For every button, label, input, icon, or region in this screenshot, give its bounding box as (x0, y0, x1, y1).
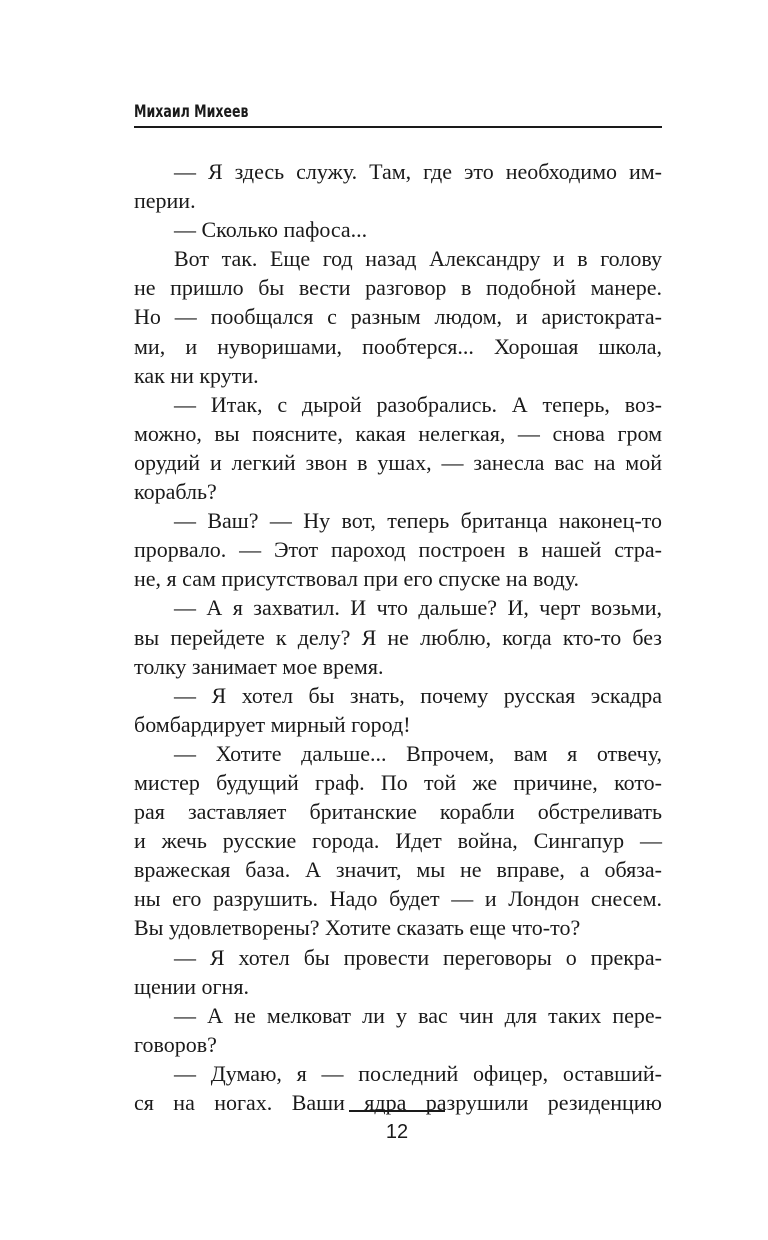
text-line: не пришло бы вести разговор в подобной манере. (134, 275, 662, 301)
text-line: — Сколько пафоса... (174, 217, 368, 243)
text-line: — Я хотел бы провести переговоры о прекра- (174, 944, 662, 970)
text-line: — Хотите дальше... Впрочем, вам я отвечу, (174, 740, 662, 766)
text-line: вражеская база. А значит, мы не вправе, а обяза- (134, 857, 662, 883)
header-rule (134, 126, 662, 128)
text-line: говоров? (134, 1031, 217, 1057)
text-line: — Я здесь служу. Там, где это необходимо им- (174, 159, 662, 184)
text-line: Вот так. Еще год назад Александру и в голову (174, 246, 662, 272)
text-line: — А не мелковат ли у вас чин для таких пере- (174, 1002, 662, 1028)
text-line: мистер будущий граф. По той же причине, кото- (134, 769, 662, 795)
text-line: — Ваш? — Ну вот, теперь британца наконец-то (174, 508, 662, 534)
text-line: ны его разрушить. Надо будет — и Лондон снесем. (134, 886, 662, 912)
text-line: как ни крути. (134, 362, 259, 388)
text-line: — Думаю, я — последний офицер, оставший- (174, 1060, 662, 1086)
text-line: — А я захватил. И что дальше? И, черт возьми, (174, 595, 662, 621)
text-line: не, я сам присутствовал при его спуске на воду. (134, 566, 580, 592)
running-head-author: Михаил Михеев (134, 102, 249, 122)
text-line: и жечь русские города. Идет война, Сингапур — (134, 828, 662, 854)
footer-rule (349, 1110, 445, 1112)
text-line: щении огня. (134, 973, 249, 999)
text-line: орудий и легкий звон в ушах, — занесла вас на мой (134, 449, 662, 475)
text-line: рая заставляет британские корабли обстреливать (134, 799, 662, 825)
text-line: бомбардирует мирный город! (134, 711, 411, 737)
text-line: — Итак, с дырой разобрались. А теперь, воз- (174, 391, 662, 417)
text-line: можно, вы поясните, какая нелегкая, — снова гром (134, 420, 662, 446)
text-line: ся на ногах. Ваши ядра разрушили резиденцию (134, 1090, 662, 1115)
body-text (134, 157, 662, 1117)
text-line: Но — пообщался с разным людом, и аристократа- (134, 304, 662, 330)
text-line: — Я хотел бы знать, почему русская эскадра (174, 682, 662, 708)
text-line: перии. (134, 188, 196, 214)
text-line: прорвало. — Этот пароход построен в нашей стра- (134, 537, 662, 563)
text-line: вы перейдете к делу? Я не люблю, когда кто-то без (134, 624, 662, 650)
text-line: корабль? (134, 479, 217, 505)
text-line: Вы удовлетворены? Хотите сказать еще что-то? (134, 915, 581, 941)
text-line: ми, и нуворишами, пообтерся... Хорошая школа, (134, 333, 662, 359)
page-number: 12 (385, 1121, 409, 1143)
text-line: толку занимает мое время. (134, 653, 384, 679)
